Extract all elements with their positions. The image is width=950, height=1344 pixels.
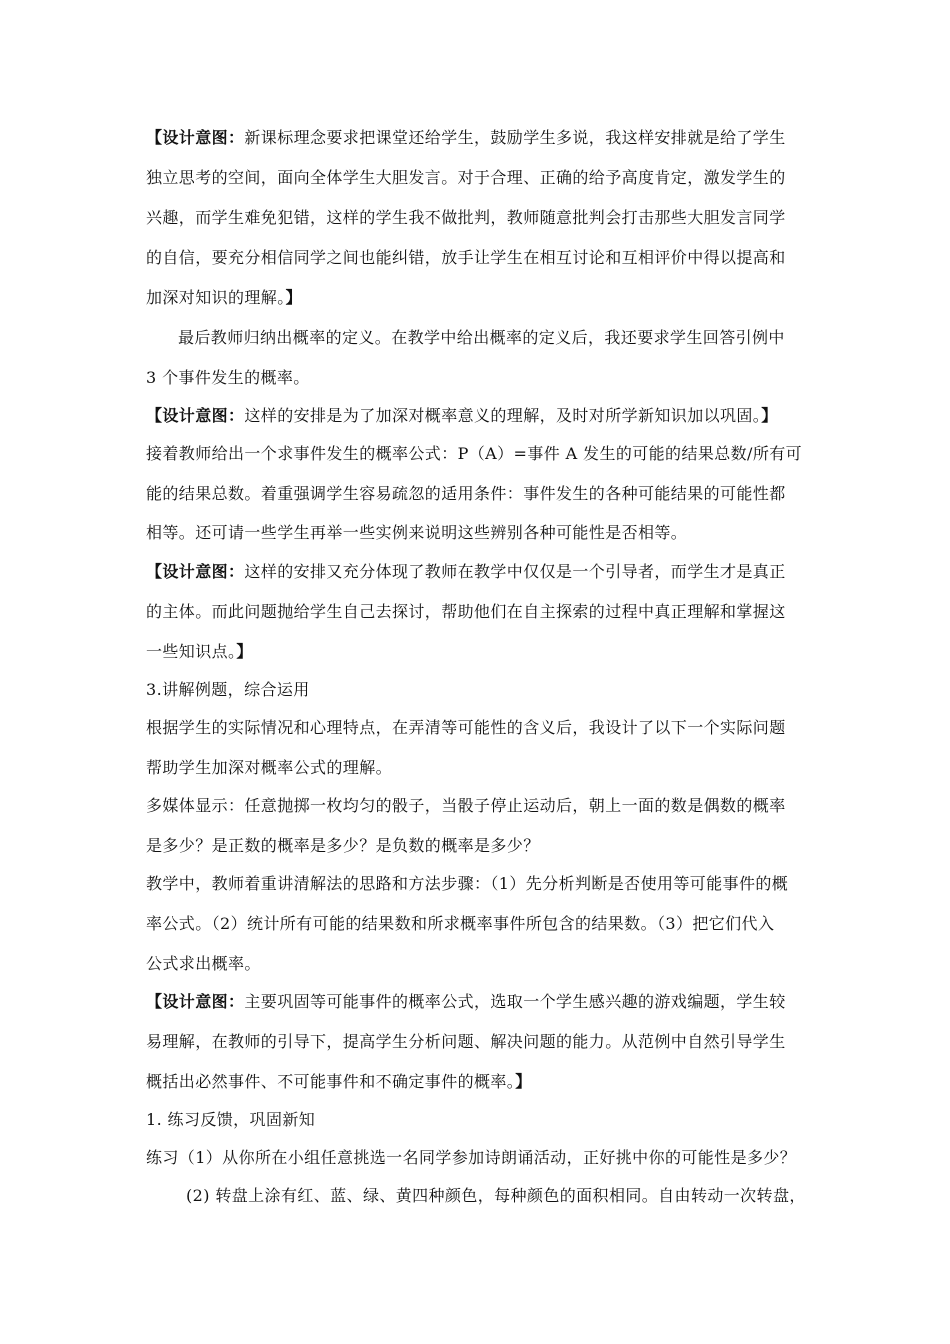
- paragraph-line: 是多少？是正数的概率是多少？是负数的概率是多少？: [146, 836, 540, 855]
- paragraph-line: 一些知识点。】: [146, 642, 253, 661]
- probability-definition-paragraph: 最后教师归纳出概率的定义。在教学中给出概率的定义后，我还要求学生回答引例中: [178, 328, 785, 347]
- design-intent-paragraph-3-line-1: 【设计意图：这样的安排又充分体现了教师在教学中仅仅是一个引导者，而学生才是真正: [146, 562, 786, 581]
- design-intent-label: 【设计意图：: [146, 562, 245, 581]
- paragraph-line: 独立思考的空间，面向全体学生大胆发言。对于合理、正确的给予高度肯定，激发学生的: [146, 168, 786, 187]
- paragraph-line: 易理解，在教师的引导下，提高学生分析问题、解决问题的能力。从范例中自然引导学生: [146, 1032, 786, 1051]
- paragraph-line: 根据学生的实际情况和心理特点，在弄清等可能性的含义后，我设计了以下一个实际问题: [146, 718, 786, 737]
- paragraph-line: 相等。还可请一些学生再举一些实例来说明这些辨别各种可能性是否相等。: [146, 523, 688, 542]
- paragraph-line: 的主体。而此问题抛给学生自己去探讨，帮助他们在自主探索的过程中真正理解和掌握这: [146, 602, 786, 621]
- teaching-steps-line-1: 教学中，教师着重讲清解法的思路和方法步骤：（1）先分析判断是否使用等可能事件的概: [146, 874, 789, 893]
- paragraph-line: 能的结果总数。着重强调学生容易疏忽的适用条件：事件发生的各种可能结果的可能性都: [146, 484, 786, 503]
- closing-bracket: 】: [515, 1072, 532, 1091]
- paragraph-line: 兴趣，而学生难免犯错，这样的学生我不做批判，教师随意批判会打击那些大胆发言同学: [146, 208, 786, 227]
- design-intent-label: 【设计意图：: [146, 406, 245, 425]
- paragraph-line: 率公式。（2）统计所有可能的结果数和所求概率事件所包含的结果数。（3）把它们代入: [146, 914, 775, 933]
- design-intent-paragraph-1-line-1: 【设计意图：新课标理念要求把课堂还给学生，鼓励学生多说，我这样安排就是给了学生: [146, 128, 786, 147]
- paragraph-line: 公式求出概率。: [146, 954, 261, 973]
- paragraph-line: 3 个事件发生的概率。: [146, 368, 310, 387]
- multimedia-display-line-1: 多媒体显示：任意抛掷一枚均匀的骰子，当骰子停止运动后，朝上一面的数是偶数的概率: [146, 796, 786, 815]
- formula-paragraph-line-1: 接着教师给出一个求事件发生的概率公式：P（A）=事件 A 发生的可能的结果总数/所有可: [146, 444, 803, 463]
- paragraph-line: 的自信，要充分相信同学之间也能纠错，放手让学生在相互讨论和互相评价中得以提高和: [146, 248, 786, 267]
- section-heading-examples: 3.讲解例题，综合运用: [146, 680, 310, 699]
- paragraph-line: 帮助学生加深对概率公式的理解。: [146, 758, 393, 777]
- closing-bracket: 】: [236, 642, 253, 661]
- exercise-2: (2) 转盘上涂有红、蓝、绿、黄四种颜色，每种颜色的面积相同。自由转动一次转盘，: [186, 1186, 806, 1205]
- paragraph-line: 概括出必然事件、不可能事件和不确定事件的概率。】: [146, 1072, 532, 1091]
- design-intent-paragraph-4-line-1: 【设计意图：主要巩固等可能事件的概率公式，选取一个学生感兴趣的游戏编题，学生较: [146, 992, 786, 1011]
- paragraph-line: 加深对知识的理解。】: [146, 288, 303, 307]
- exercise-1: 练习（1）从你所在小组任意挑选一名同学参加诗朗诵活动，正好挑中你的可能性是多少？: [146, 1148, 797, 1167]
- design-intent-paragraph-2: 【设计意图：这样的安排是为了加深对概率意义的理解，及时对所学新知识加以巩固。】: [146, 406, 778, 425]
- design-intent-label: 【设计意图：: [146, 128, 245, 147]
- closing-bracket: 】: [761, 406, 778, 425]
- section-heading-practice: 1. 练习反馈，巩固新知: [146, 1110, 316, 1129]
- design-intent-label: 【设计意图：: [146, 992, 245, 1011]
- closing-bracket: 】: [285, 288, 303, 307]
